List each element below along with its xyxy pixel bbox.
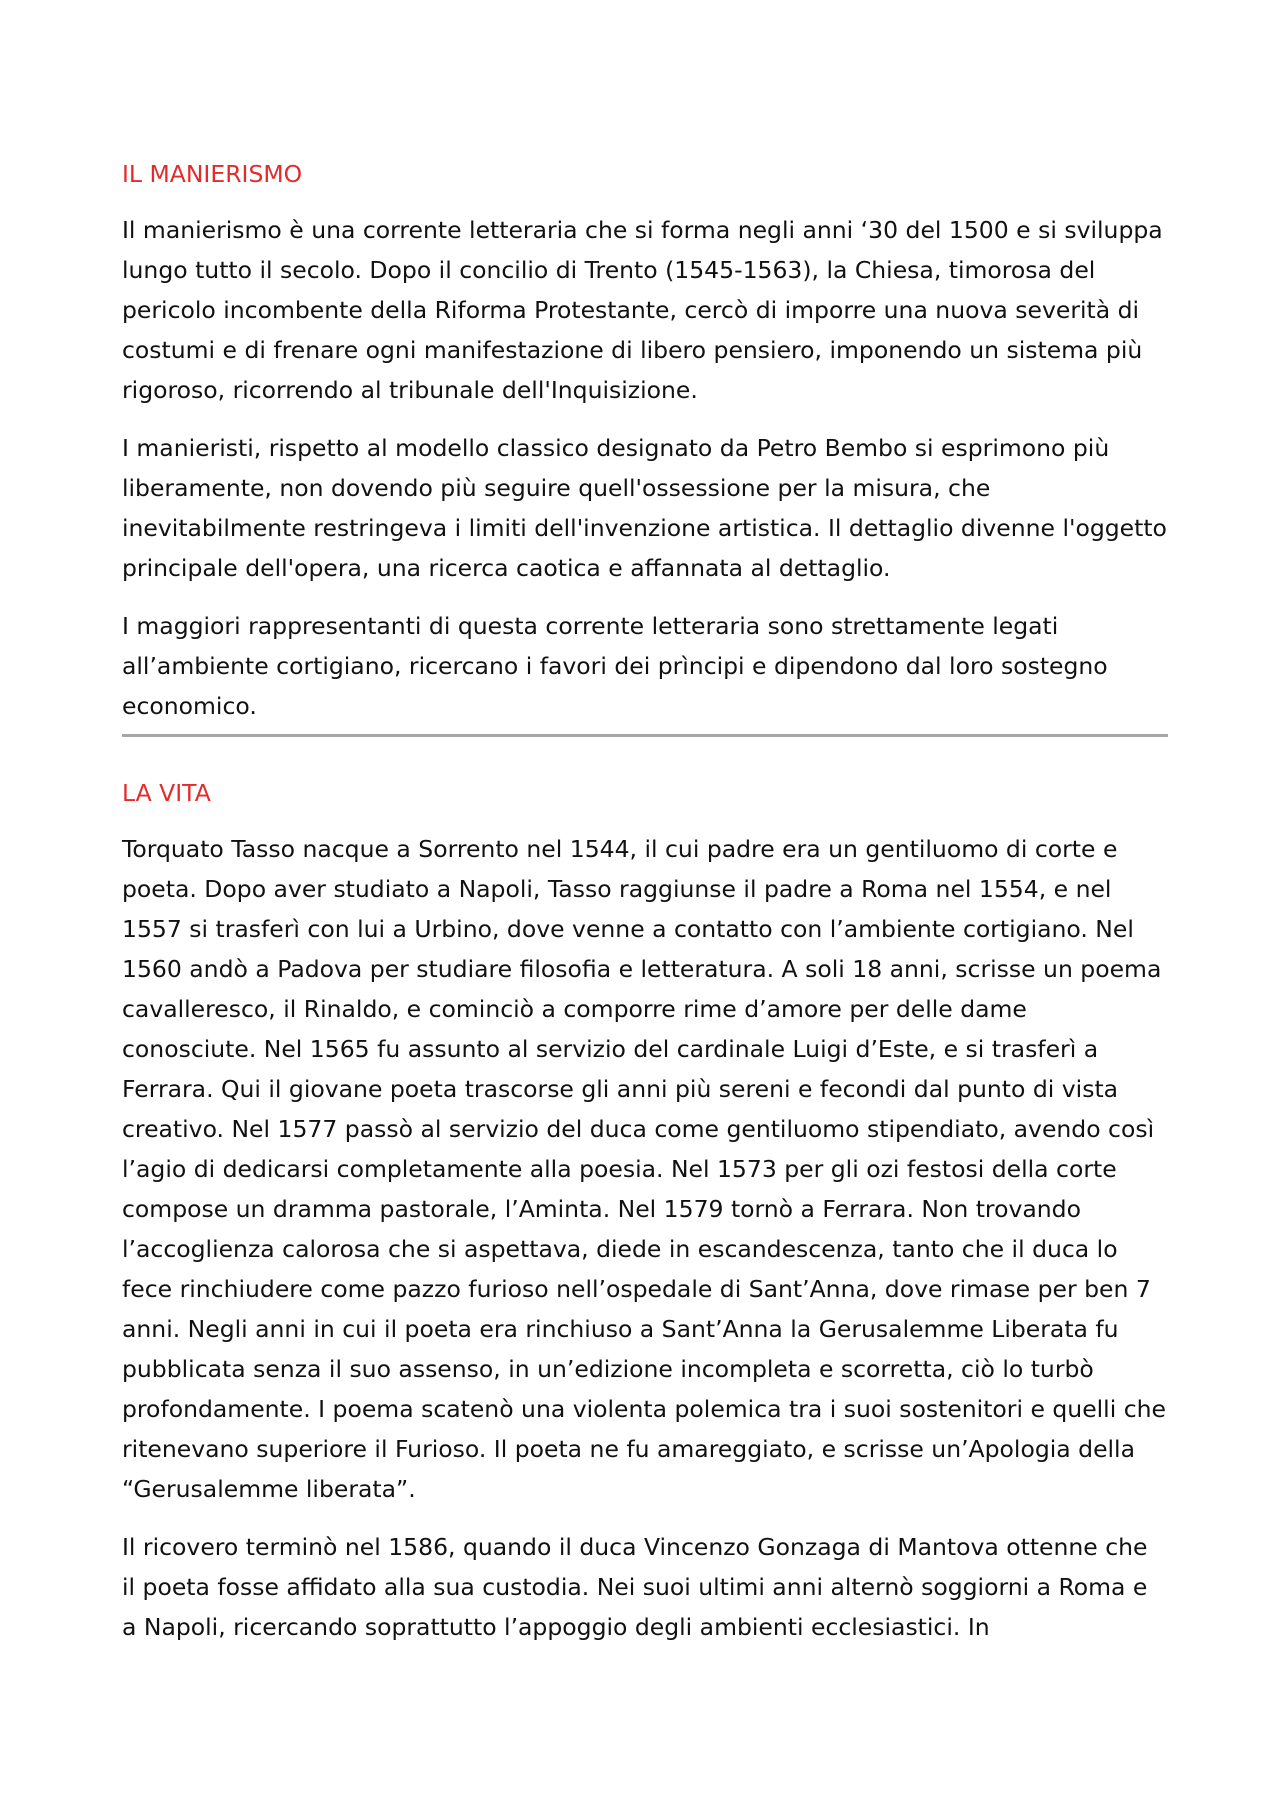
paragraph-manierismo-3: I maggiori rappresentanti di questa corrente letteraria sono strettamente legati all’ambiente cortigiano, ricercano i favori dei prìncipi e dipendono dal loro sostegno economico. — [122, 612, 1108, 720]
paragraph-manierismo-2: I manieristi, rispetto al modello classico designato da Petro Bembo si esprimono più liberamente, non dovendo più seguire quell'ossessione per la misura, che inevitabilmente restringeva i limiti dell'invenzione artistica. Il dettaglio divenne l'oggetto principale dell'opera, una ricerca caotica e affannata al dettaglio. — [122, 434, 1167, 582]
paragraph-vita-2: Il ricovero terminò nel 1586, quando il duca Vincenzo Gonzaga di Mantova ottenne che il poeta fosse affidato alla sua custodia. Nei suoi ultimi anni alternò soggiorni a Roma e a Napoli, ricercando soprattutto l’appoggio degli ambienti ecclesiastici. In — [122, 1533, 1148, 1641]
section-divider — [122, 734, 1168, 737]
section-title-vita: LA VITA — [122, 779, 211, 807]
paragraph-vita-1: Torquato Tasso nacque a Sorrento nel 1544, il cui padre era un gentiluomo di corte e poeta. Dopo aver studiato a Napoli, Tasso raggiunse il padre a Roma nel 1554, e nel 1557 si trasferì con lui a Urbino, dove venne a contatto con l’ambiente cortigiano. Nel 1560 andò a Padova per studiare filosofia e letteratura. A soli 18 anni, scrisse un poema cavalleresco, il Rinaldo, e cominciò a comporre rime d’amore per delle dame conosciute. Nel 1565 fu assunto al servizio del cardinale Luigi d’Este, e si trasferì a Ferrara. Qui il giovane poeta trascorse gli anni più sereni e fecondi dal punto di vista creativo. Nel 1577 passò al servizio del duca come gentiluomo stipendiato, avendo così l’agio di dedicarsi completamente alla poesia. Nel 1573 per gli ozi festosi della corte compose un dramma pastorale, l’Aminta. Nel 1579 tornò a Ferrara. Non trovando l’accoglienza calorosa che si aspettava, diede in escandescenza, tanto che il duca lo fece rinchiudere come pazzo furioso nell’ospedale di Sant’Anna, dove rimase per ben 7 anni. Negli anni in cui il poeta era rinchiuso a Sant’Anna la Gerusalemme Liberata fu pubblicata senza il suo assenso, in un’edizione incompleta e scorretta, ciò lo turbò profondamente. I poema scatenò una violenta polemica tra i suoi sostenitori e quelli che ritenevano superiore il Furioso. Il poeta ne fu amareggiato, e scrisse un’Apologia della “Gerusalemme liberata”. — [122, 835, 1166, 1503]
document-page — [122, 154, 1168, 1665]
paragraph-manierismo-1: Il manierismo è una corrente letteraria che si forma negli anni ‘30 del 1500 e si sviluppa lungo tutto il secolo. Dopo il concilio di Trento (1545-1563), la Chiesa, timorosa del pericolo incombente della Riforma Protestante, cercò di imporre una nuova severità di costumi e di frenare ogni manifestazione di libero pensiero, imponendo un sistema più rigoroso, ricorrendo al tribunale dell'Inquisizione. — [122, 216, 1163, 404]
section-title-manierismo: IL MANIERISMO — [122, 160, 303, 188]
